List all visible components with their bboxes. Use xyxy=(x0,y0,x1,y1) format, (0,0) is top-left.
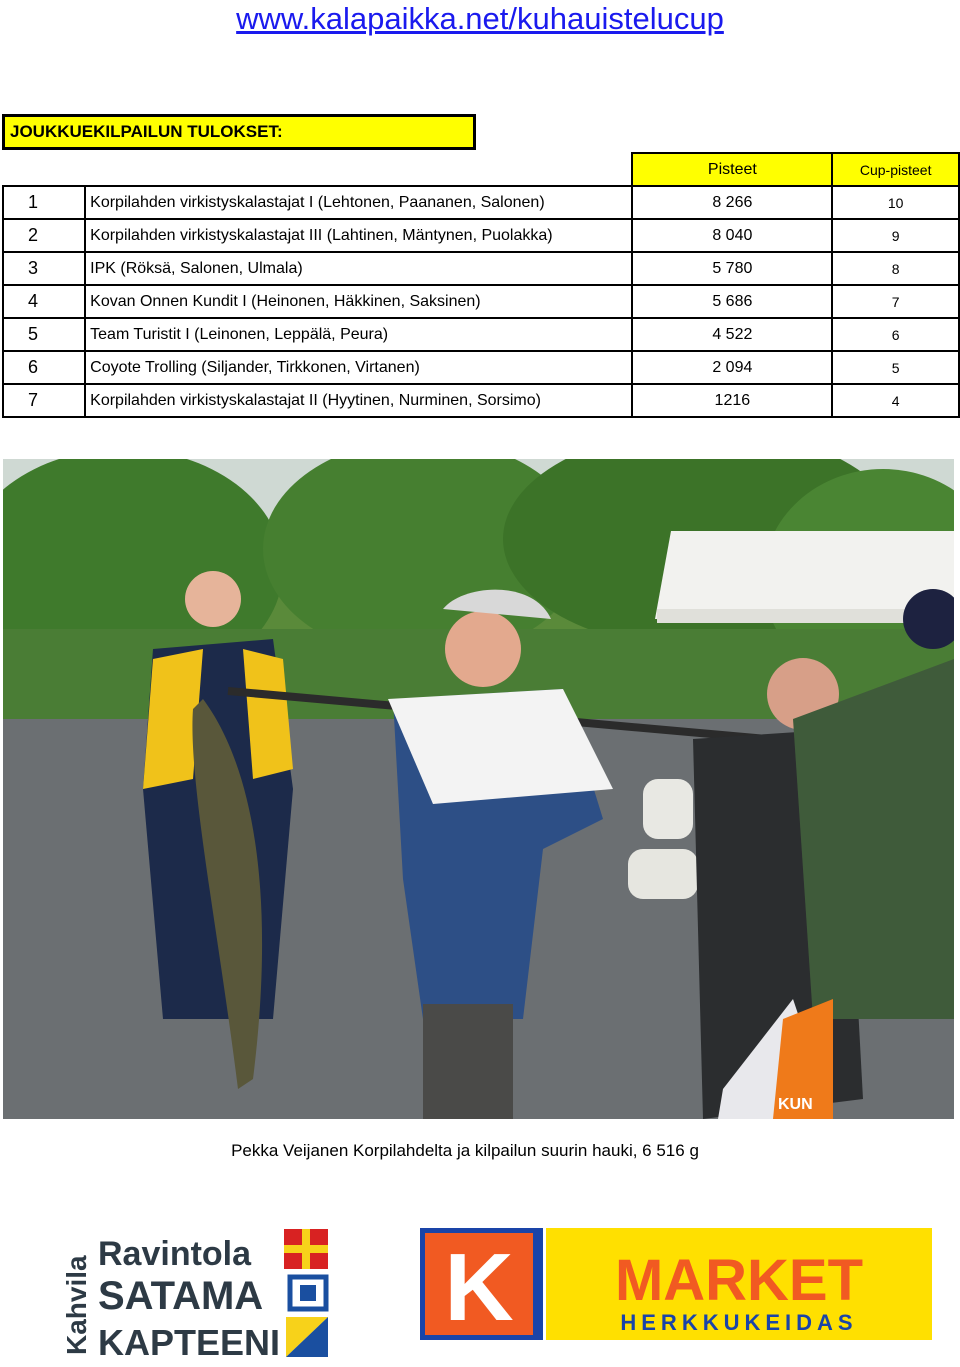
cup-points-cell: 7 xyxy=(832,285,959,318)
cup-points-cell: 9 xyxy=(832,219,959,252)
logo-kapteeni: KAPTEENI xyxy=(98,1322,281,1360)
team-cell: Kovan Onnen Kundit I (Heinonen, Häkkinen, Saksinen) xyxy=(85,285,632,318)
table-row xyxy=(3,318,959,351)
team-cell: Coyote Trolling (Siljander, Tirkkonen, Virtanen) xyxy=(85,351,632,384)
logo-satama: SATAMA xyxy=(98,1274,264,1318)
event-photo xyxy=(3,459,954,1119)
market-text: MARKET xyxy=(614,1248,864,1313)
results-table xyxy=(2,152,960,418)
table-row xyxy=(3,384,959,417)
cup-points-cell: 5 xyxy=(832,351,959,384)
team-cell: Korpilahden virkistyskalastajat III (Lahtinen, Mäntynen, Puolakka) xyxy=(85,219,632,252)
table-header-row xyxy=(3,153,959,186)
cup-points-cell: 4 xyxy=(832,384,959,417)
rank-cell: 4 xyxy=(3,285,85,318)
rank-cell: 2 xyxy=(3,219,85,252)
table-row xyxy=(3,186,959,219)
rank-cell: 6 xyxy=(3,351,85,384)
points-cell: 8 040 xyxy=(632,219,832,252)
points-cell: 1216 xyxy=(632,384,832,417)
points-cell: 5 686 xyxy=(632,285,832,318)
cup-points-cell: 8 xyxy=(832,252,959,285)
rank-cell: 5 xyxy=(3,318,85,351)
team-cell: Korpilahden virkistyskalastajat II (Hyytinen, Nurminen, Sorsimo) xyxy=(85,384,632,417)
logo-side-text: Kahvila xyxy=(61,1255,92,1355)
rank-cell: 3 xyxy=(3,252,85,285)
points-cell: 4 522 xyxy=(632,318,832,351)
photo-caption: Pekka Veijanen Korpilahdelta ja kilpailun suurin hauki, 6 516 g xyxy=(231,1141,699,1160)
herkkukeidas-text: HERKKUKEIDAS xyxy=(620,1310,858,1335)
team-cell: IPK (Röksä, Salonen, Ulmala) xyxy=(85,252,632,285)
team-cell: Team Turistit I (Leinonen, Leppälä, Peura) xyxy=(85,318,632,351)
table-row xyxy=(3,219,959,252)
rank-cell: 1 xyxy=(3,186,85,219)
rank-cell: 7 xyxy=(3,384,85,417)
satama-kapteeni-logo xyxy=(58,1225,338,1360)
header-cup-points: Cup-pisteet xyxy=(832,153,959,186)
cup-points-cell: 10 xyxy=(832,186,959,219)
logo-ravintola: Ravintola xyxy=(98,1235,252,1273)
table-row xyxy=(3,351,959,384)
k-letter-icon: K xyxy=(444,1234,514,1340)
bag-text: KUN xyxy=(778,1096,813,1113)
table-row xyxy=(3,252,959,285)
table-row xyxy=(3,285,959,318)
header-points: Pisteet xyxy=(632,153,832,186)
signal-flags-icon xyxy=(284,1229,328,1357)
points-cell: 2 094 xyxy=(632,351,832,384)
site-url-link[interactable]: www.kalapaikka.net/kuhauistelucup xyxy=(236,1,724,36)
k-market-logo xyxy=(420,1228,932,1340)
results-title: JOUKKUEKILPAILUN TULOKSET: xyxy=(2,114,476,150)
points-cell: 5 780 xyxy=(632,252,832,285)
team-cell: Korpilahden virkistyskalastajat I (Lehtonen, Paananen, Salonen) xyxy=(85,186,632,219)
points-cell: 8 266 xyxy=(632,186,832,219)
cup-points-cell: 6 xyxy=(832,318,959,351)
